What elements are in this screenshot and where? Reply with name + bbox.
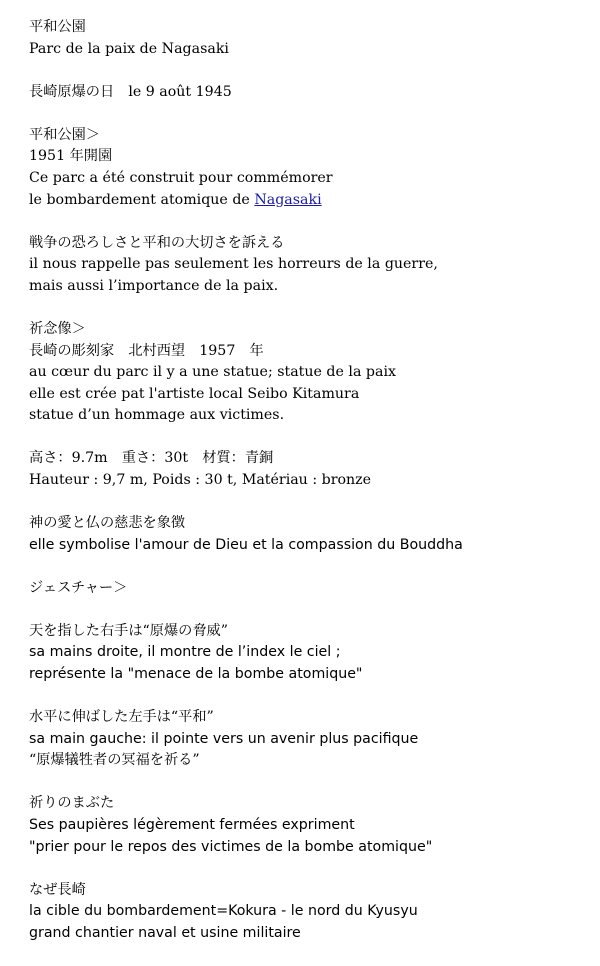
section-date: [29, 82, 589, 104]
statue-sculptor: 長崎の彫刻家 北村西望 1957 年: [29, 342, 264, 359]
statue-line-2: elle est crée pat l'artiste local Seibo Kitamura: [29, 385, 360, 402]
section-title: [29, 17, 589, 60]
statue-line-1: au cœur du parc il y a une statue; statue de la paix: [29, 364, 396, 381]
eyelids-french-2: "prier pour le repos des victimes de la bombe atomique": [29, 838, 433, 855]
gesture-heading: ジェスチャー＞: [29, 579, 128, 596]
left-hand-french: sa main gauche: il pointe vers un avenir plus pacifique: [29, 730, 419, 747]
section-right-hand: [29, 621, 589, 686]
why-french-2: grand chantier naval et usine militaire: [29, 924, 301, 941]
title-french: Parc de la paix de Nagasaki: [29, 40, 229, 57]
left-hand-prayer: “原爆犠牲者の冥福を祈る”: [29, 752, 200, 769]
section-war-message: [29, 233, 589, 298]
symbolism-japanese: 神の愛と仏の慈悲を象徴: [29, 515, 186, 532]
specs-french: Hauteur : 9,7 m, Poids : 30 t, Matériau : bronze: [29, 472, 372, 488]
statue-heading: 祈念像＞: [29, 320, 86, 337]
right-hand-japanese: 天を指した右手は“原爆の脅威”: [29, 622, 228, 639]
section-symbolism: [29, 513, 589, 556]
section-left-hand: [29, 707, 589, 772]
statue-line-3: statue d’un hommage aux victimes.: [29, 407, 285, 424]
document-body: [29, 17, 589, 966]
section-statue: [29, 319, 589, 427]
left-hand-japanese: 水平に伸ばした左手は“平和”: [29, 709, 214, 726]
park-heading: 平和公園＞: [29, 126, 100, 143]
why-french-1: la cible du bombardement=Kokura - le nord du Kyusyu: [29, 903, 418, 920]
right-hand-french-2: représente la "menace de la bombe atomique": [29, 666, 363, 683]
eyelids-japanese: 祈りのまぶた: [29, 795, 115, 812]
date-line: 長崎原爆の日 le 9 août 1945: [29, 83, 232, 100]
title-japanese: 平和公園: [29, 19, 86, 35]
right-hand-french-1: sa mains droite, il montre de l’index le ciel ;: [29, 644, 341, 661]
park-line-1: Ce parc a été construit pour commémorer: [29, 169, 333, 186]
why-japanese: なぜ長崎: [29, 881, 86, 898]
war-french-2: mais aussi l’importance de la paix.: [29, 277, 279, 294]
eyelids-french-1: Ses paupières légèrement fermées expriment: [29, 817, 355, 834]
war-french-1: il nous rappelle pas seulement les horreurs de la guerre,: [29, 256, 438, 273]
section-eyelids: [29, 793, 589, 858]
section-park: [29, 125, 589, 211]
nagasaki-link[interactable]: Nagasaki: [254, 191, 322, 208]
section-why-nagasaki: [29, 880, 589, 945]
symbolism-french: elle symbolise l'amour de Dieu et la compassion du Bouddha: [29, 536, 463, 553]
war-japanese: 戦争の恐ろしさと平和の大切さを訴える: [29, 234, 285, 251]
park-opened: 1951 年開園: [29, 148, 113, 165]
park-line-2: [29, 190, 589, 212]
specs-japanese: 高さ：9.7m 重さ：30t 材質：青銅: [29, 450, 274, 467]
section-gesture: [29, 578, 589, 600]
park-line-2-text: le bombardement atomique de: [29, 191, 255, 208]
section-specs: [29, 448, 589, 491]
